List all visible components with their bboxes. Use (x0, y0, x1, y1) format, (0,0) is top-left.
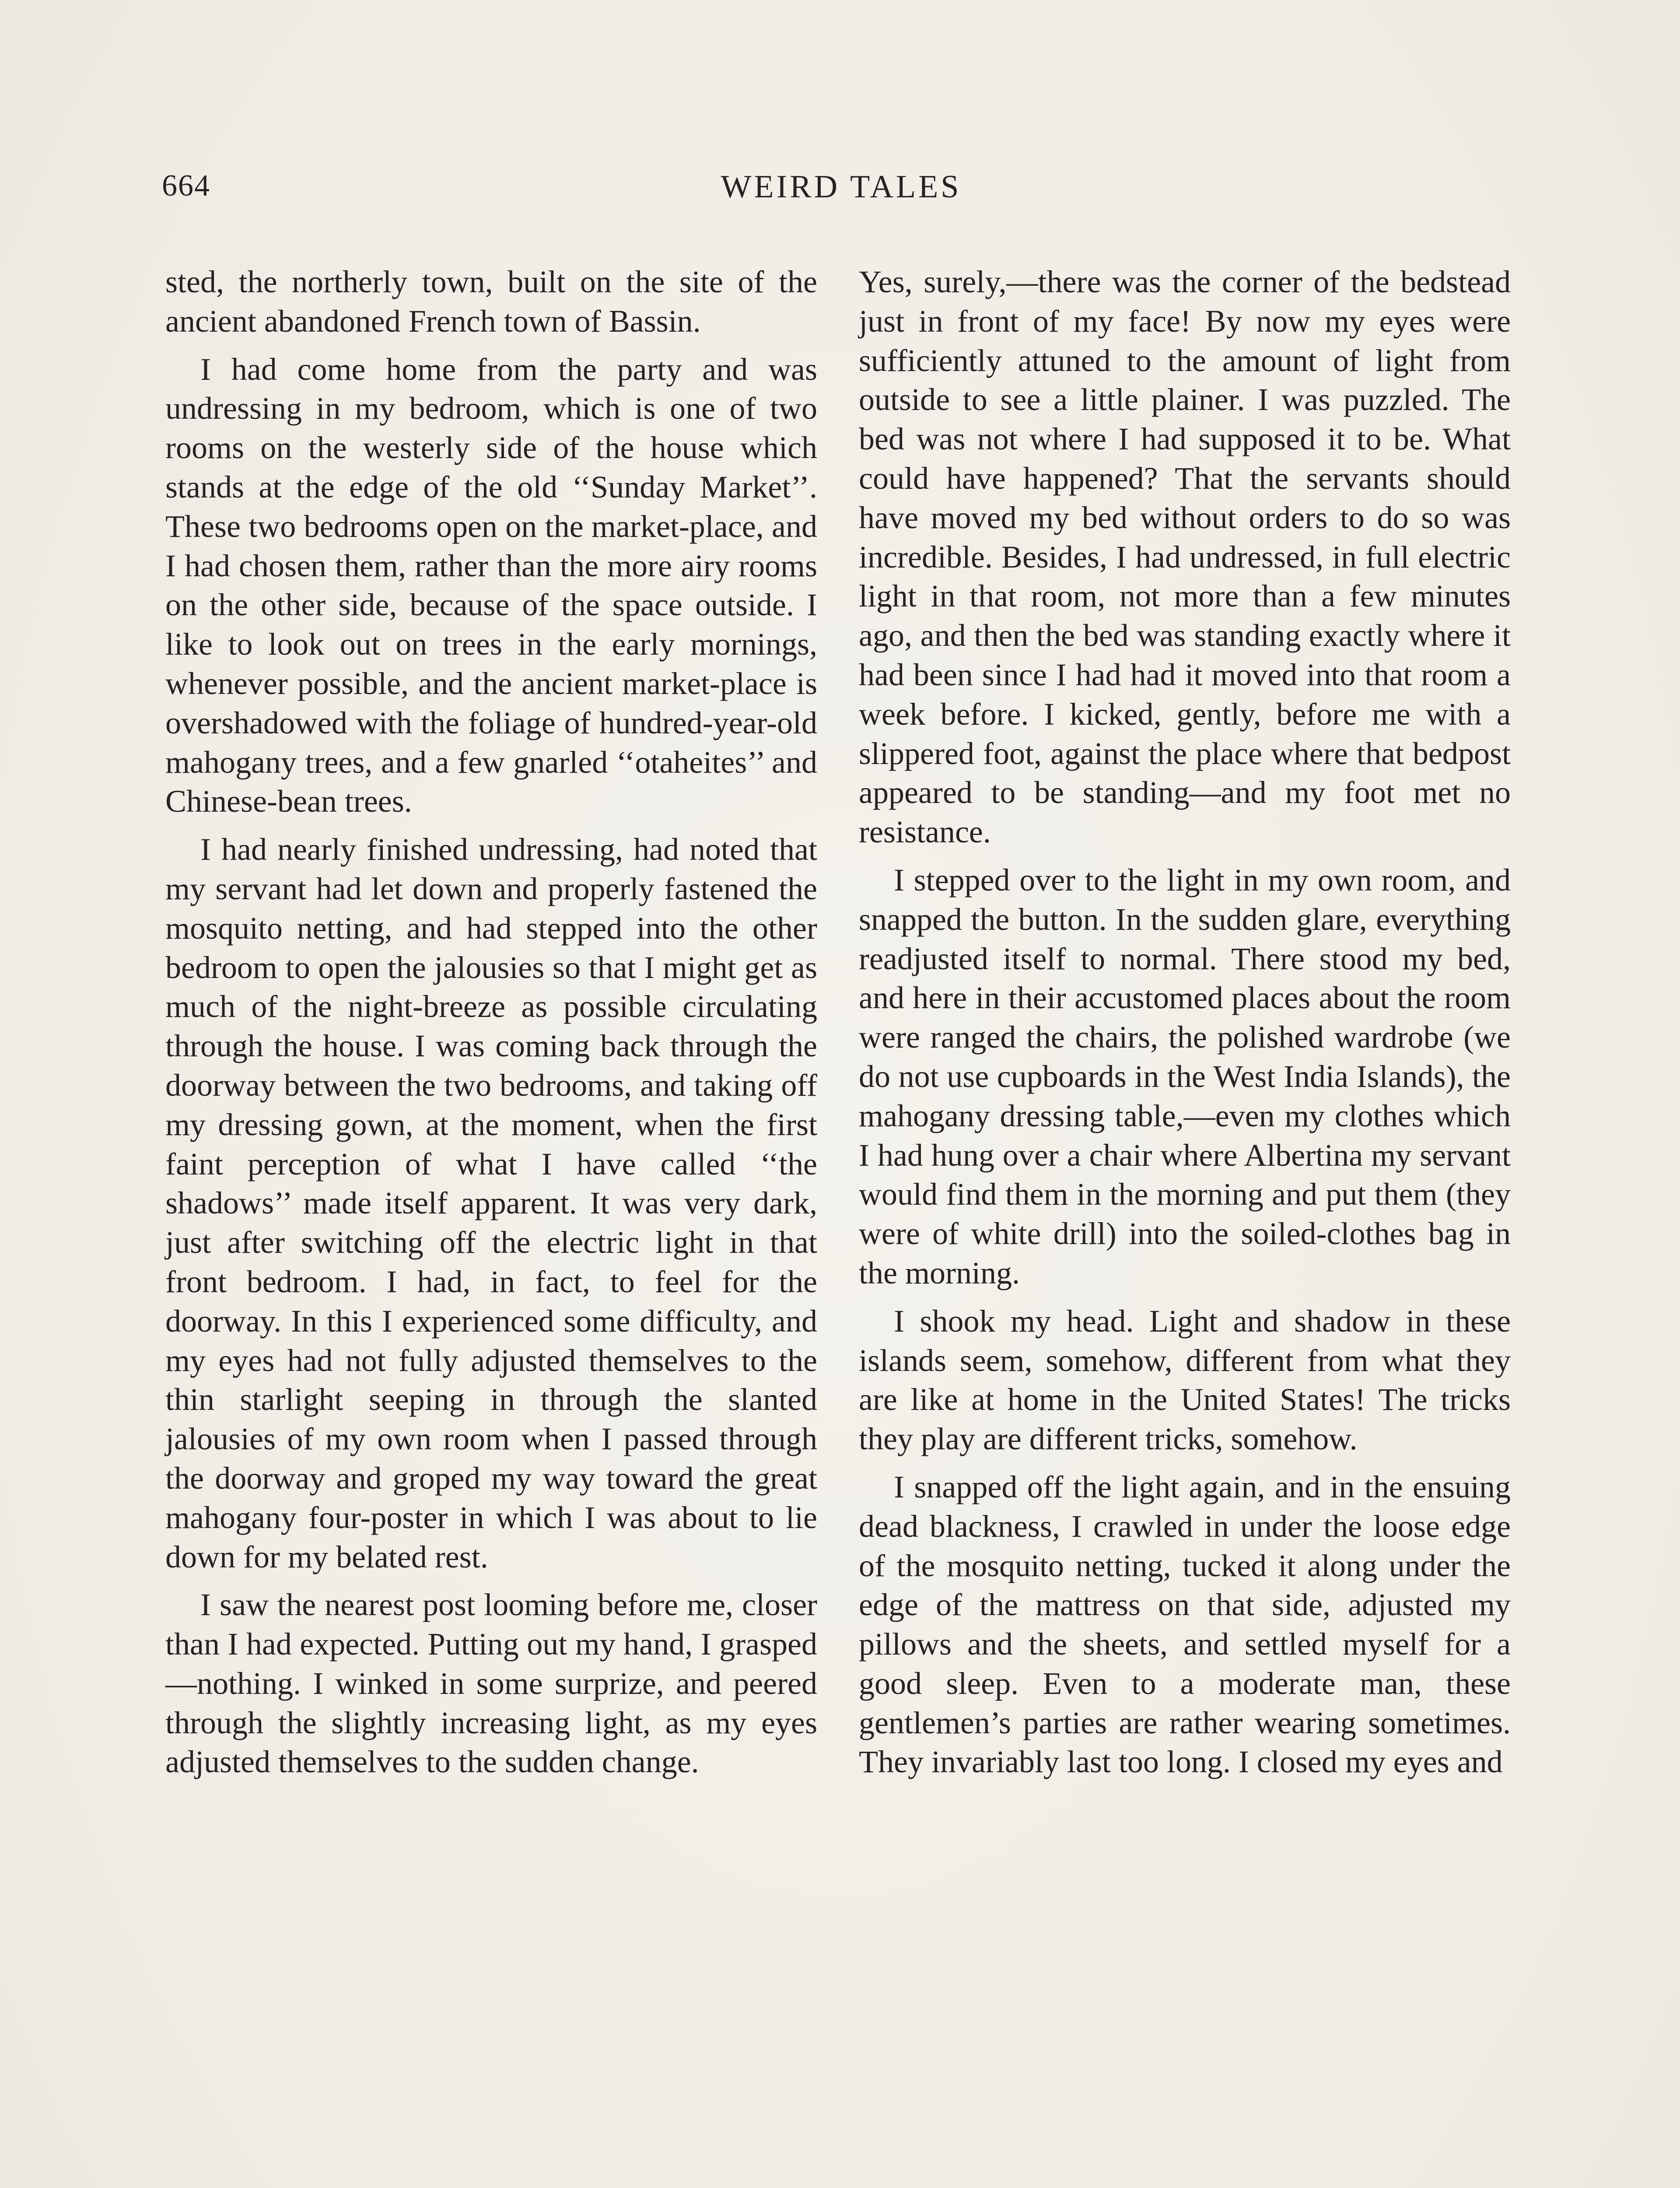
left-column (165, 263, 817, 1791)
paragraph: I saw the nearest post looming before me, closer than I had expected. Putting out my hand, I grasped—nothing. I winked in some surprize, and peered through the slightly increasing light, as my eyes adjusted themselves to the sudden change. (165, 1587, 817, 1780)
paragraph: I stepped over to the light in my own room, and snapped the button. In the sudden glare, everything readjusted itself to normal. There stood my bed, and here in their accustomed places about the room were ranged the chairs, the polished wardrobe (we do not use cupboards in the West India Islands), the mahogany dressing table,—even my clothes which I had hung over a chair where Albertina my servant would find them in the morning and put them (they were of white drill) into the soiled-clothes bag in the morning. (859, 862, 1511, 1290)
paragraph: Yes, surely,—there was the corner of the bedstead just in front of my face! By now my eyes were sufficiently attuned to the amount of light from outside to see a little plainer. I was puzzled. The bed was not where I had supposed it to be. What could have happened? That the servants should have moved my bed without orders to do so was incredible. Besides, I had undressed, in full electric light in that room, not more than a few minutes ago, and then the bed was standing exactly where it had been since I had had it moved into that room a week before. I kicked, gently, before me with a slippered foot, against the place where that bedpost appeared to be standing—and my foot met no resistance. (859, 264, 1511, 850)
right-column (859, 263, 1511, 1791)
paragraph: sted, the northerly town, built on the site of the ancient abandoned French town of Bassin. (165, 264, 817, 339)
paragraph: I had nearly finished undressing, had noted that my servant had let down and properly fastened the mosquito netting, and had stepped into the other bedroom to open the jalousies so that I might get as much of the night-breeze as possible circulating through the house. I was coming back through the doorway between the two bedrooms, and taking off my dressing gown, at the moment, when the first faint perception of what I have called ‘‘the shadows’’ made itself apparent. It was very dark, just after switching off the electric light in that front bedroom. I had, in fact, to feel for the doorway. In this I experienced some difficulty, and my eyes had not fully adjusted themselves to the thin starlight seeping in through the slanted jalousies of my own room when I passed through the doorway and groped my way toward the great mahogany four-poster in which I was about to lie down for my belated rest. (165, 832, 817, 1574)
running-title: WEIRD TALES (721, 169, 962, 205)
page-header (162, 168, 1520, 208)
paragraph: I shook my head. Light and shadow in these islands seem, somehow, different from what they are like at home in the United States! The tricks they play are different tricks, somehow. (859, 1303, 1511, 1457)
paragraph: I snapped off the light again, and in the ensuing dead blackness, I crawled in under the loose edge of the mosquito netting, tucked it along under the edge of the mattress on that side, adjusted my pillows and the sheets, and settled myself for a good sleep. Even to a moderate man, these gentlemen’s parties are rather wearing sometimes. They invariably last too long. I closed my eyes and (859, 1469, 1511, 1780)
page-number: 664 (162, 169, 210, 203)
paragraph: I had come home from the party and was undressing in my bedroom, which is one of two rooms on the westerly side of the house which stands at the edge of the old ‘‘Sunday Market’’. These two bedrooms open on the market-place, and I had chosen them, rather than the more airy rooms on the other side, because of the space outside. I like to look out on trees in the early mornings, whenever possible, and the ancient market-place is overshadowed with the foliage of hundred-year-old mahogany trees, and a few gnarled ‘‘otaheites’’ and Chinese-bean trees. (165, 351, 817, 819)
